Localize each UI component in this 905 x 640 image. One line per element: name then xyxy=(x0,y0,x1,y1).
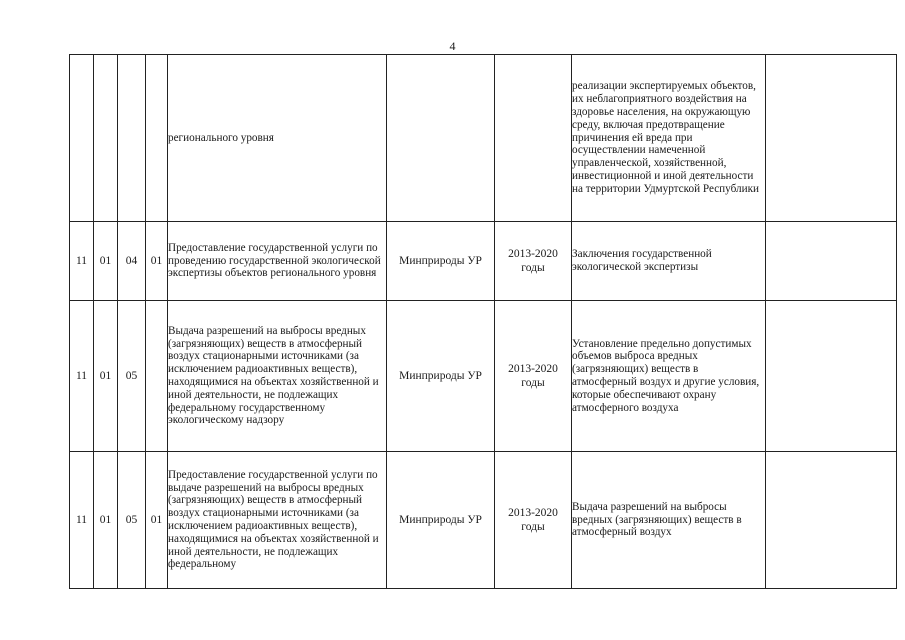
period-years: 2013-2020 xyxy=(508,248,558,260)
table-row xyxy=(70,452,897,589)
agency-cell xyxy=(387,55,495,222)
period-cell xyxy=(495,301,572,452)
agency-cell: Минприроды УР xyxy=(387,222,495,301)
code-cell xyxy=(146,55,168,222)
table-row xyxy=(70,55,897,222)
code-cell: 05 xyxy=(118,452,146,589)
period-cell xyxy=(495,222,572,301)
code-cell xyxy=(146,301,168,452)
code-cell: 01 xyxy=(94,301,118,452)
empty-cell xyxy=(766,55,897,222)
result-cell: Установление предельно допустимых объемов выброса вредных (загрязняющих) веществ в атмосферный воздух и другие условия, которые обеспечивают охрану атмосферного воздуха xyxy=(572,301,766,452)
page-number: 4 xyxy=(449,39,456,53)
code-cell: 11 xyxy=(70,222,94,301)
period-unit: годы xyxy=(521,377,545,389)
empty-cell xyxy=(766,222,897,301)
period-unit: годы xyxy=(521,262,545,274)
period-cell xyxy=(495,452,572,589)
empty-cell xyxy=(766,301,897,452)
description-cell: регионального уровня xyxy=(168,55,387,222)
table-row xyxy=(70,222,897,301)
code-cell: 05 xyxy=(118,301,146,452)
empty-cell xyxy=(766,452,897,589)
code-cell: 01 xyxy=(146,222,168,301)
agency-cell: Минприроды УР xyxy=(387,452,495,589)
result-cell: Выдача разрешений на выбросы вредных (загрязняющих) веществ в атмосферный воздух xyxy=(572,452,766,589)
code-cell: 04 xyxy=(118,222,146,301)
period-unit: годы xyxy=(521,521,545,533)
description-cell: Выдача разрешений на выбросы вредных (загрязняющих) веществ в атмосферный воздух стационарными источниками (за исключением радиоактивных веществ), находящимися на объектах хозяйственной и иной деятельности, не подлежащих федеральному государственному экологическому надзору xyxy=(168,301,387,452)
code-cell: 11 xyxy=(70,452,94,589)
program-table xyxy=(69,54,897,589)
description-cell: Предоставление государственной услуги по проведению государственной экологической экспертизы объектов регионального уровня xyxy=(168,222,387,301)
table-row xyxy=(70,301,897,452)
code-cell: 01 xyxy=(146,452,168,589)
description-cell: Предоставление государственной услуги по выдаче разрешений на выбросы вредных (загрязняющих) веществ в атмосферный воздух стационарными источниками (за исключением радиоактивных веществ), находящимися на объектах хозяйственной и иной деятельности, не подлежащих федеральному xyxy=(168,452,387,589)
period-years: 2013-2020 xyxy=(508,507,558,519)
result-cell: Заключения государственной экологической экспертизы xyxy=(572,222,766,301)
code-cell: 01 xyxy=(94,222,118,301)
code-cell xyxy=(118,55,146,222)
code-cell xyxy=(70,55,94,222)
result-cell: реализации экспертируемых объектов, их неблагоприятного воздействия на здоровье населения, на окружающую среду, включая предотвращение причинения ей вреда при осуществлении намеченной управленческой, хозяйственной, инвестиционной и иной деятельности на территории Удмуртской Республики xyxy=(572,55,766,222)
code-cell: 01 xyxy=(94,452,118,589)
agency-cell: Минприроды УР xyxy=(387,301,495,452)
code-cell xyxy=(94,55,118,222)
period-cell xyxy=(495,55,572,222)
code-cell: 11 xyxy=(70,301,94,452)
period-years: 2013-2020 xyxy=(508,363,558,375)
